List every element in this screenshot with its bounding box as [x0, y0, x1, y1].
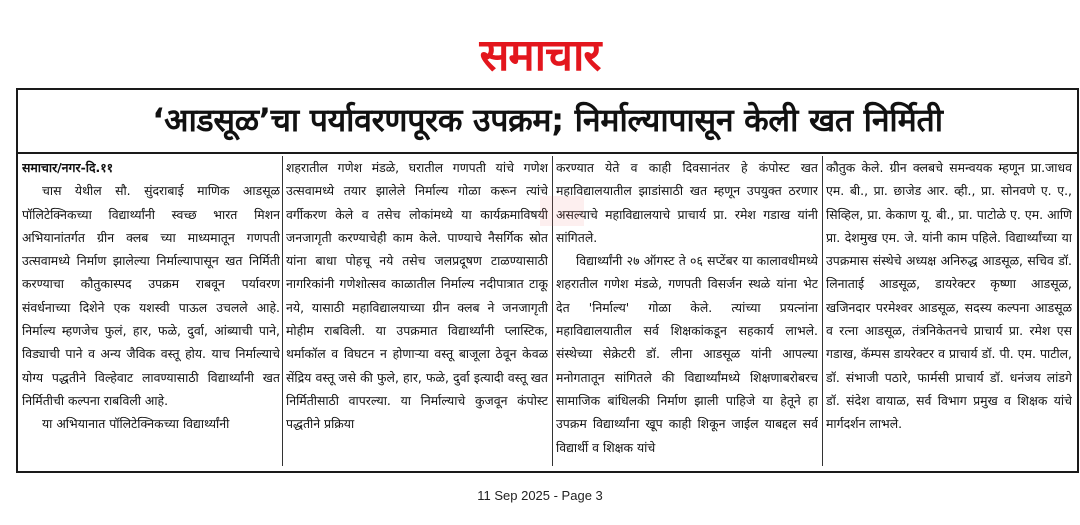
article-column-1 [22, 156, 280, 470]
article-paragraph: शहरातील गणेश मंडळे, घरातील गणपती यांचे गणेश उत्सवामध्ये तयार झालेले निर्माल्य गोळा करून त्यांचे वर्गीकरण केले व तसेच लोकांमध्ये या कार्यक्रमाविषयी जनजागृती करण्याचेही काम केले. पाण्याचे नैसर्गिक स्रोत यांना बाधा पोहचू नये तसेच जलप्रदूषण टाळण्यासाठी नागरिकांनी गणेशोत्सव काळातील निर्माल्य नदीपात्रात टाकू नये, यासाठी महाविद्यालयाच्या ग्रीन क्लब ने जनजागृती मोहीम राबविली. या उपक्रमात विद्यार्थ्यांनी प्लास्टिक, थर्माकॉल व विघटन न होणाऱ्या वस्तू बाजूला ठेवून केवळ सेंद्रिय वस्तू जसे की फुले, हार, फळे, दुर्वा इत्यादी वस्तू खत निर्मितीसाठी वापरल्या. या निर्माल्याचे कुजवून कंपोस्ट पद्धतीने प्रक्रिया [286, 160, 548, 432]
column-divider [822, 156, 823, 466]
article-column-3 [556, 156, 818, 470]
article-paragraph: विद्यार्थ्यांनी २७ ऑगस्ट ते ०६ सप्टेंबर या कालावधीमध्ये शहरातील गणेश मंडळे, गणपती विसर्जन स्थळे यांना भेट देत 'निर्माल्य' गोळा केले. त्यांच्या प्रयत्नांना महाविद्यालयातील सर्व शिक्षकांकडून सहकार्य लाभले. संस्थेच्या सेक्रेटरी डॉ. लीना आडसूळ यांनी आपल्या मनोगतातून सांगितले की विद्यार्थ्यांमध्ये शिक्षणाबरोबरच सामाजिक बांधिलकी निर्माण झाली पाहिजे या हेतूने हा उपक्रम विद्यार्थ्यांना खूप काही शिकून जाईल याबद्दल सर्व विद्यार्थी व शिक्षक यांचे [556, 253, 818, 455]
article-paragraph: करण्यात येते व काही दिवसानंतर हे कंपोस्ट खत महाविद्यालयातील झाडांसाठी खत म्हणून उपयुक्त ठरणार असल्याचे महाविद्यालयाचे प्राचार्य प्रा. रमेश गडाख यांनी सांगितले. [556, 160, 818, 245]
article-column-2 [286, 156, 548, 470]
page-background [0, 0, 1080, 30]
headline-divider [18, 152, 1077, 154]
article-headline: ‘आडसूळ’चा पर्यावरणपूरक उपक्रम; निर्माल्यापासून केली खत निर्मिती [152, 101, 943, 139]
article-dateline: समाचार/नगर-दि.११ [22, 160, 114, 175]
article-clipping [16, 88, 1079, 473]
faint-watermark [540, 196, 584, 226]
article-paragraph: कौतुक केले. ग्रीन क्लबचे समन्वयक म्हणून प्रा.जाधव एम. बी., प्रा. छाजेड आर. व्ही., प्रा. सोनवणे ए. ए., सिव्हिल, प्रा. केकाण यू. बी., प्रा. पाटोळे ए. एम. आणि प्रा. देशमुख एम. जे. यांनी काम पहिले. विद्यार्थ्यांच्या या उपक्रमास संस्थेचे अध्यक्ष अनिरुद्ध आडसूळ, सचिव डॉ. लिनाताई आडसूळ, डायरेक्टर कृष्णा आडसूळ, खजिनदार परमेश्वर आडसूळ, सदस्य कल्पना आडसूळ व रत्ना आडसूळ, तंत्रनिकेतनचे प्राचार्य प्रा. रमेश एस गडाख, कॅम्पस डायरेक्टर व प्राचार्य डॉ. पी. एम. पाटील, डॉ. संभाजी पठारे, फार्मसी प्राचार्य डॉ. धनंजय लांडगे डॉ. संदेश वायाळ, सर्व विभाग प्रमुख व शिक्षक यांचे मार्गदर्शन लाभले. [826, 160, 1072, 432]
page-footer: 11 Sep 2025 - Page 3 [477, 488, 603, 503]
column-divider [282, 156, 283, 466]
article-paragraph: या अभियानात पॉलिटेक्निकच्या विद्यार्थ्यांनी [42, 416, 230, 432]
article-column-4 [826, 156, 1072, 470]
newspaper-masthead: समाचार [479, 30, 601, 81]
article-paragraph: चास येथील सौ. सुंदराबाई माणिक आडसूळ पॉलिटेक्निकच्या विद्यार्थ्यांनी स्वच्छ भारत मिशन अभियानांतर्गत ग्रीन क्लब च्या माध्यमातून गणपती उत्सवामध्ये निर्माण झालेल्या निर्माल्यापासून खत निर्मिती करण्याचा कौतुकास्पद उपक्रम राबवून पर्यावरण संवर्धनाच्या दिशेने एक यशस्वी पाऊल उचलले आहे. निर्माल्य म्हणजेच फुलं, हार, फळे, दुर्वा, आंब्याची पाने, विड्याची पाने व अन्य जैविक वस्तू होय. याच निर्माल्याचे योग्य पद्धतीने विल्हेवाट लावण्यासाठी विद्यार्थ्यांनी खत निर्मितीची कल्पना राबविली आहे. [22, 183, 280, 408]
